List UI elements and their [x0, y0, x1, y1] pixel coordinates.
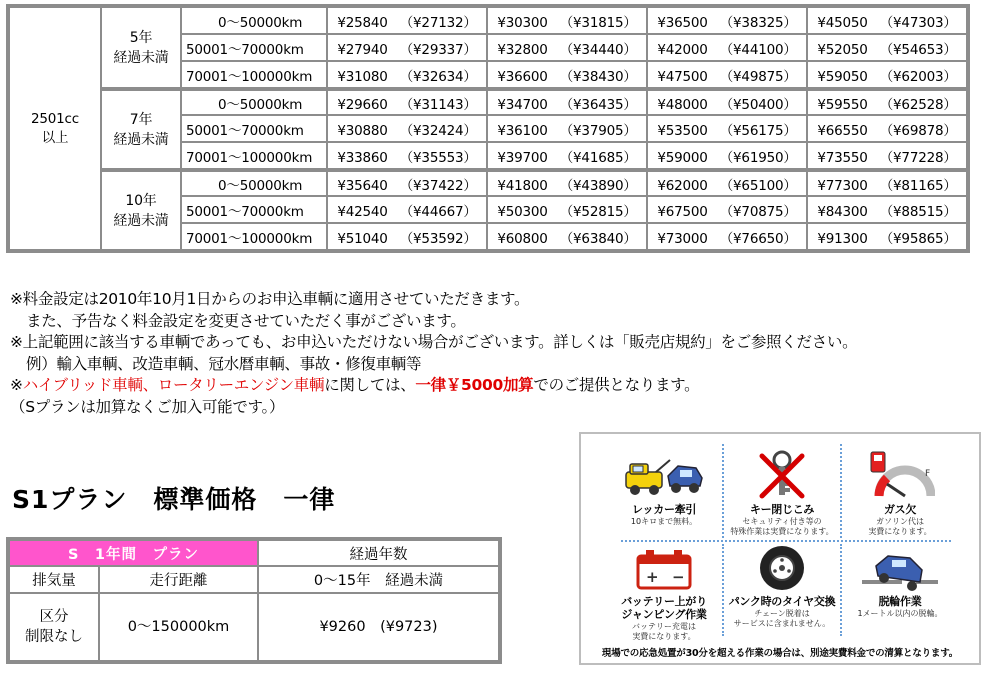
distance-cell: 70001～100000km [181, 142, 327, 169]
service-desc: セキュリティ付き等の 特殊作業は実費になります。 [730, 517, 834, 536]
distance-cell: 70001～100000km [181, 61, 327, 88]
note-line-4: 例）輸入車輌、改造車輌、冠水暦車輌、事故・修復車輌等 [26, 354, 422, 373]
price-cell: ¥60800 （¥63840） [487, 223, 647, 250]
plan-price-cell: ¥9260 (¥9723) [258, 593, 499, 661]
price-cell: ¥66550 （¥69878） [807, 115, 967, 142]
price-cell: ¥59550 （¥62528） [807, 88, 967, 115]
price-cell: ¥59000 （¥61950） [647, 142, 807, 169]
price-row [9, 169, 967, 196]
service-panel-footer: 現場での応急処置が30分を超える作業の場合は、別途実費料金での清算となります。 [601, 648, 959, 659]
distance-cell: 70001～100000km [181, 223, 327, 250]
elapsed-years-cell: 7年 経過未満 [101, 88, 181, 169]
distance-cell: 50001～70000km [181, 115, 327, 142]
price-cell: ¥45050 （¥47303） [807, 7, 967, 34]
price-row [9, 88, 967, 115]
price-cell: ¥62000 （¥65100） [647, 169, 807, 196]
service-title: 脱輪作業 [878, 595, 922, 608]
tow-truck-icon [622, 454, 706, 500]
price-cell: ¥50300 （¥52815） [487, 196, 647, 223]
service-battery-jump [605, 542, 723, 642]
price-row [9, 7, 967, 34]
price-cell: ¥36100 （¥37905） [487, 115, 647, 142]
price-cell: ¥42540 （¥44667） [327, 196, 487, 223]
price-cell: ¥36500 （¥38325） [647, 7, 807, 34]
period-header: 0～15年 経過未満 [258, 566, 499, 593]
service-title: レッカー牽引 [631, 503, 697, 516]
note-line-1: ※料金設定は2010年10月1日からのお申込車輌に適用させていただきます。 [10, 290, 530, 308]
price-cell: ¥73550 （¥77228） [807, 142, 967, 169]
distance-cell: 0～50000km [181, 169, 327, 196]
price-table [6, 4, 970, 253]
category-cell: 区分 制限なし [9, 593, 99, 661]
price-cell: ¥42000 （¥44100） [647, 34, 807, 61]
battery-icon [634, 548, 694, 592]
displacement-cell: 2501cc 以上 [9, 7, 101, 250]
notes [10, 289, 857, 418]
elapsed-years-cell: 5年 経過未満 [101, 7, 181, 88]
price-cell: ¥67500 （¥70875） [647, 196, 807, 223]
svg-text:−: − [672, 568, 685, 586]
service-title: ガス欠 [883, 503, 917, 516]
svg-text:F: F [925, 469, 931, 479]
plan-title: S1プラン 標準価格 一律 [12, 485, 336, 514]
note-line-6: （Sプランは加算なくご加入可能です。） [10, 397, 285, 416]
note-line-2: また、予告なく料金設定を変更させていただく事がございます。 [26, 311, 466, 330]
price-cell: ¥33860 （¥35553） [327, 142, 487, 169]
price-cell: ¥53500 （¥56175） [647, 115, 807, 142]
service-desc: バッテリー充電は 実費になります。 [632, 622, 696, 641]
service-title: バッテリー上がり ジャンピング作業 [621, 595, 707, 621]
plan-distance-cell: 0～150000km [99, 593, 258, 661]
note-line-5-vehicles: ハイブリッド車輌、ロータリーエンジン車輌 [22, 376, 325, 394]
service-desc: ガソリン代は 実費になります。 [868, 517, 932, 536]
distance-header: 走行距離 [99, 566, 258, 593]
plan-name-cell: S 1年間 プラン [9, 540, 258, 566]
price-cell: ¥27940 （¥29337） [327, 34, 487, 61]
note-line-5 [10, 375, 857, 397]
key-crossed-icon [752, 448, 812, 500]
plan-table [6, 537, 502, 664]
service-desc: 1メートル以内の脱輪。 [857, 609, 943, 618]
price-cell: ¥36600 （¥38430） [487, 61, 647, 88]
service-title: キー閉じこみ [749, 503, 815, 516]
price-cell: ¥41800 （¥43890） [487, 169, 647, 196]
elapsed-years-cell: 10年 経過未満 [101, 169, 181, 250]
price-cell: ¥47500 （¥49875） [647, 61, 807, 88]
price-cell: ¥91300 （¥95865） [807, 223, 967, 250]
service-key-lockout [723, 442, 841, 537]
note-line-5-surcharge: 一律￥5000加算 [415, 376, 534, 394]
car-in-ditch-icon [860, 546, 940, 592]
price-cell: ¥84300 （¥88515） [807, 196, 967, 223]
tire-icon [758, 544, 806, 592]
distance-cell: 0～50000km [181, 7, 327, 34]
price-cell: ¥25840 （¥27132） [327, 7, 487, 34]
service-tow [605, 442, 723, 527]
price-cell: ¥51040 （¥53592） [327, 223, 487, 250]
note-line-3: ※上記範囲に該当する車輌であっても、お申込いただけない場合がございます。詳しくは「販売店規約」をご参照ください。 [10, 333, 858, 351]
plan-subheader-row [9, 566, 499, 593]
service-desc: チェーン脱着は サービスに含まれません。 [733, 609, 831, 628]
service-desc: 10キロまで無料。 [630, 517, 698, 526]
price-cell: ¥52050 （¥54653） [807, 34, 967, 61]
note-line-5-suffix: でのご提供となります。 [533, 376, 700, 394]
price-table-body [9, 7, 967, 250]
note-line-5-prefix: ※ [10, 376, 23, 394]
price-cell: ¥48000 （¥50400） [647, 88, 807, 115]
price-cell: ¥30300 （¥31815） [487, 7, 647, 34]
price-cell: ¥39700 （¥41685） [487, 142, 647, 169]
distance-cell: 50001～70000km [181, 196, 327, 223]
price-cell: ¥34700 （¥36435） [487, 88, 647, 115]
price-cell: ¥35640 （¥37422） [327, 169, 487, 196]
fuel-gauge-icon [865, 450, 935, 500]
service-flat-tire [723, 542, 841, 629]
price-cell: ¥73000 （¥76650） [647, 223, 807, 250]
price-cell: ¥77300 （¥81165） [807, 169, 967, 196]
note-line-5-mid: に関しては、 [324, 376, 416, 394]
plan-data-row [9, 593, 499, 661]
plan-header-row [9, 540, 499, 566]
price-cell: ¥29660 （¥31143） [327, 88, 487, 115]
distance-cell: 50001～70000km [181, 34, 327, 61]
distance-cell: 0～50000km [181, 88, 327, 115]
displacement-header: 排気量 [9, 566, 99, 593]
service-wheel-recovery [841, 542, 959, 619]
svg-text:+: + [646, 568, 659, 586]
elapsed-years-header: 経過年数 [258, 540, 499, 566]
service-title: パンク時のタイヤ交換 [728, 595, 836, 608]
price-cell: ¥31080 （¥32634） [327, 61, 487, 88]
roadside-service-panel [579, 432, 981, 665]
price-cell: ¥32800 （¥34440） [487, 34, 647, 61]
service-out-of-fuel [841, 442, 959, 537]
price-cell: ¥30880 （¥32424） [327, 115, 487, 142]
price-cell: ¥59050 （¥62003） [807, 61, 967, 88]
